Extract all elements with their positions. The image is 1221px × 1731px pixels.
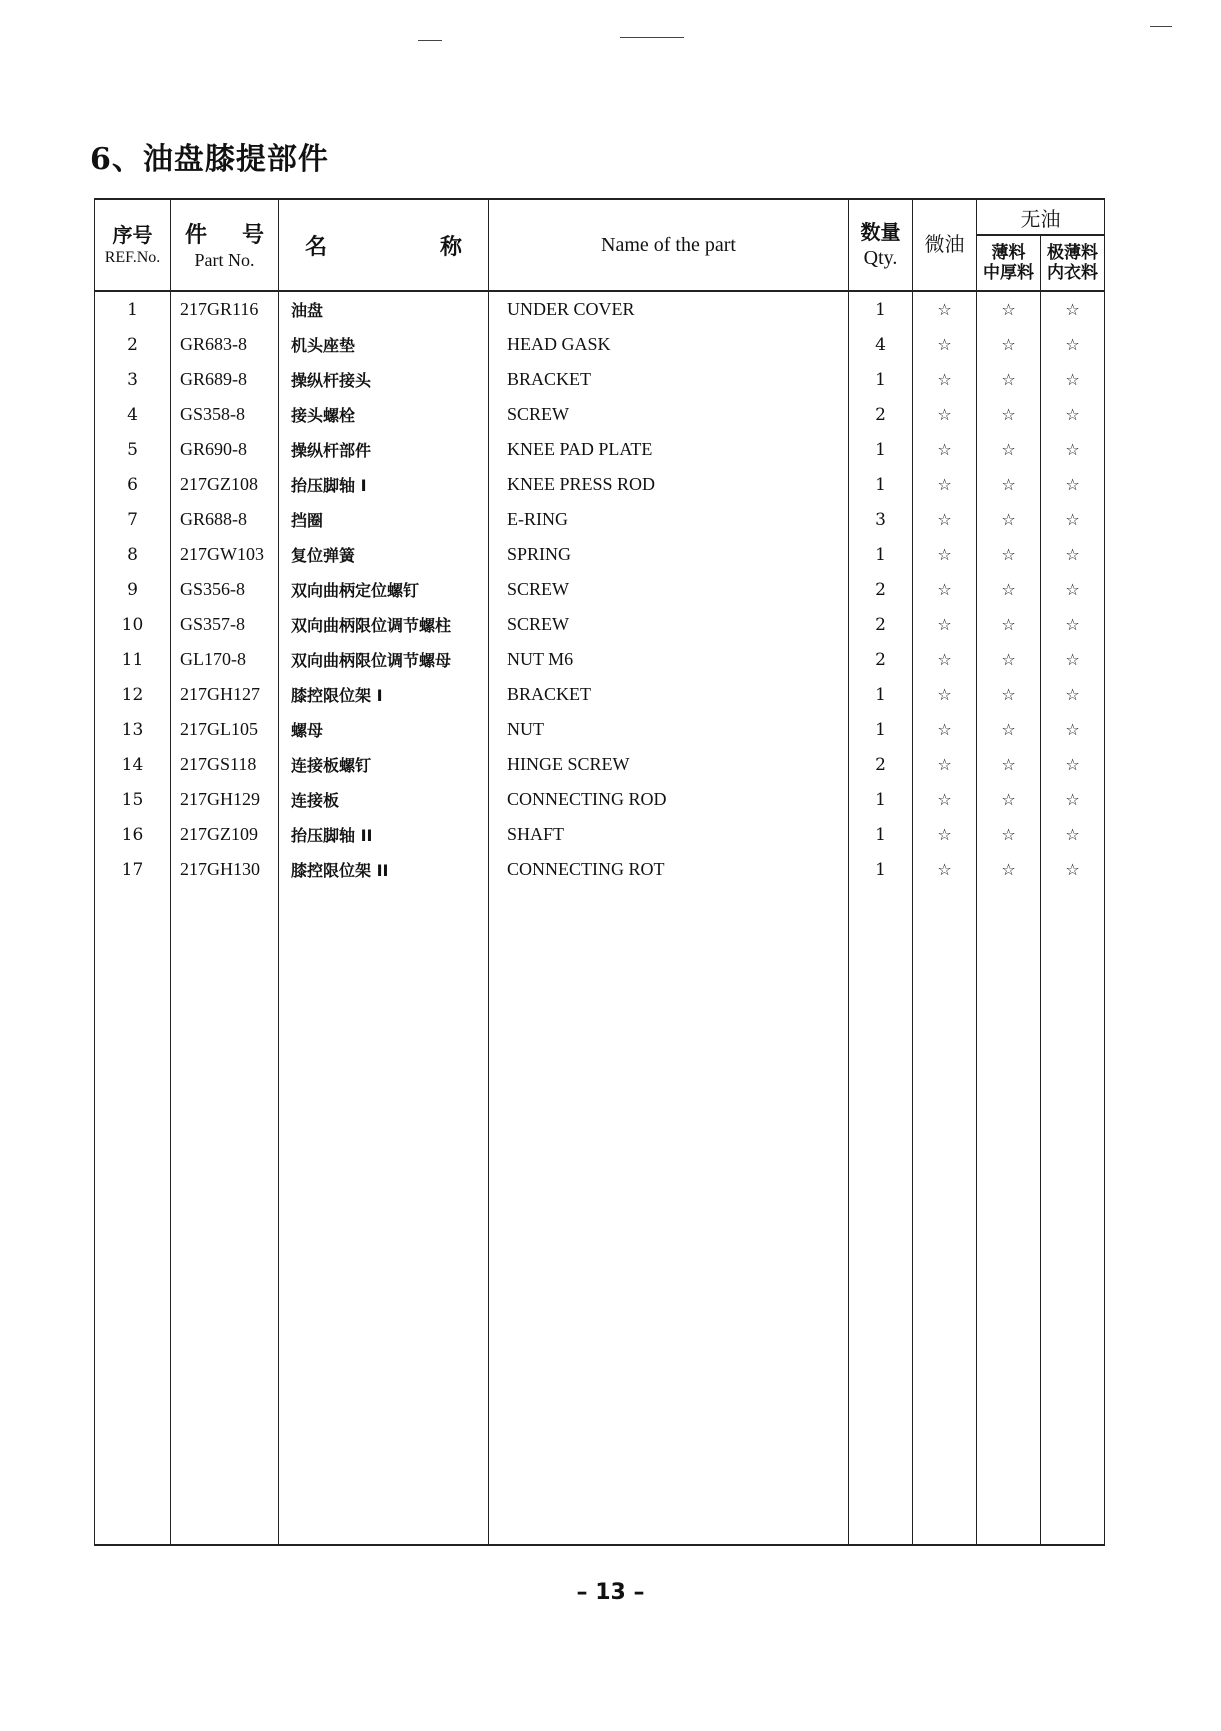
part-name-en: SCREW xyxy=(489,397,849,432)
ref-no: 17 xyxy=(95,852,171,887)
ultra-thin-material-mark: ☆ xyxy=(1041,607,1105,642)
table-row xyxy=(95,397,1105,432)
scan-mark xyxy=(1150,26,1172,27)
ultra-thin-material-mark: ☆ xyxy=(1041,467,1105,502)
micro-oil-mark: ☆ xyxy=(913,432,977,467)
part-name-cn: 双向曲柄限位调节螺柱 xyxy=(279,607,489,642)
scan-mark xyxy=(418,40,442,41)
part-number: GS356-8 xyxy=(171,572,279,607)
part-name-cn: 操纵杆部件 xyxy=(279,432,489,467)
part-number: 217GH130 xyxy=(171,852,279,887)
ultra-thin-material-mark: ☆ xyxy=(1041,852,1105,887)
header-ref-cn: 序号 xyxy=(112,222,153,247)
part-name-cn: 连接板 xyxy=(279,782,489,817)
ultra-thin-material-mark: ☆ xyxy=(1041,362,1105,397)
micro-oil-mark: ☆ xyxy=(913,607,977,642)
header-qty-en: Qty. xyxy=(863,247,898,269)
part-name-en: HINGE SCREW xyxy=(489,747,849,782)
micro-oil-mark: ☆ xyxy=(913,572,977,607)
micro-oil-mark: ☆ xyxy=(913,712,977,747)
thin-material-mark: ☆ xyxy=(977,432,1041,467)
part-name-cn: 油盘 xyxy=(279,291,489,327)
ultra-thin-material-mark: ☆ xyxy=(1041,572,1105,607)
part-number: 217GH127 xyxy=(171,677,279,712)
part-number: 217GW103 xyxy=(171,537,279,572)
micro-oil-mark: ☆ xyxy=(913,747,977,782)
header-name-cn-b: 称 xyxy=(439,234,462,260)
quantity: 1 xyxy=(849,291,913,327)
ultra-thin-material-mark: ☆ xyxy=(1041,502,1105,537)
header-part-cn-a: 件 xyxy=(185,222,208,248)
header-no-oil: 无油 xyxy=(977,199,1105,235)
part-number: 217GZ108 xyxy=(171,467,279,502)
part-name-cn: 膝控限位架 II xyxy=(279,852,489,887)
micro-oil-mark: ☆ xyxy=(913,397,977,432)
part-name-en: CONNECTING ROT xyxy=(489,852,849,887)
table-row xyxy=(95,782,1105,817)
header-thin-a: 薄料 xyxy=(991,242,1026,263)
ultra-thin-material-mark: ☆ xyxy=(1041,677,1105,712)
header-part-cn xyxy=(171,218,278,249)
table-row xyxy=(95,467,1105,502)
part-number: 217GH129 xyxy=(171,782,279,817)
quantity: 2 xyxy=(849,747,913,782)
thin-material-mark: ☆ xyxy=(977,642,1041,677)
part-name-cn: 双向曲柄定位螺钉 xyxy=(279,572,489,607)
table-row xyxy=(95,817,1105,852)
table-row xyxy=(95,537,1105,572)
quantity: 4 xyxy=(849,327,913,362)
part-name-en: CONNECTING ROD xyxy=(489,782,849,817)
ref-no: 14 xyxy=(95,747,171,782)
part-name-cn: 接头螺栓 xyxy=(279,397,489,432)
part-name-cn: 抬压脚轴 II xyxy=(279,817,489,852)
empty-cell xyxy=(913,887,977,1545)
micro-oil-mark: ☆ xyxy=(913,642,977,677)
table-row xyxy=(95,432,1105,467)
micro-oil-mark: ☆ xyxy=(913,677,977,712)
table-row xyxy=(95,852,1105,887)
header-ultra-a: 极薄料 xyxy=(1047,242,1098,263)
table-row xyxy=(95,502,1105,537)
micro-oil-mark: ☆ xyxy=(913,817,977,852)
ref-no: 16 xyxy=(95,817,171,852)
part-name-cn: 复位弹簧 xyxy=(279,537,489,572)
part-name-cn: 机头座垫 xyxy=(279,327,489,362)
ref-no: 10 xyxy=(95,607,171,642)
quantity: 1 xyxy=(849,782,913,817)
part-number: GR689-8 xyxy=(171,362,279,397)
part-number: 217GR116 xyxy=(171,291,279,327)
header-ref-en: REF.No. xyxy=(104,248,161,266)
thin-material-mark: ☆ xyxy=(977,607,1041,642)
thin-material-mark: ☆ xyxy=(977,712,1041,747)
ultra-thin-material-mark: ☆ xyxy=(1041,782,1105,817)
thin-material-mark: ☆ xyxy=(977,677,1041,712)
ref-no: 7 xyxy=(95,502,171,537)
header-qty-cn: 数量 xyxy=(860,220,901,244)
thin-material-mark: ☆ xyxy=(977,747,1041,782)
micro-oil-mark: ☆ xyxy=(913,852,977,887)
part-number: 217GZ109 xyxy=(171,817,279,852)
part-name-en: SPRING xyxy=(489,537,849,572)
ref-no: 4 xyxy=(95,397,171,432)
part-name-en: NUT xyxy=(489,712,849,747)
ultra-thin-material-mark: ☆ xyxy=(1041,817,1105,852)
ultra-thin-material-mark: ☆ xyxy=(1041,291,1105,327)
ref-no: 1 xyxy=(95,291,171,327)
table-row xyxy=(95,362,1105,397)
part-name-cn: 连接板螺钉 xyxy=(279,747,489,782)
table-row xyxy=(95,642,1105,677)
header-name-cn-split xyxy=(279,230,488,261)
part-name-cn: 双向曲柄限位调节螺母 xyxy=(279,642,489,677)
micro-oil-mark: ☆ xyxy=(913,782,977,817)
header-name-en: Name of the part xyxy=(489,199,849,291)
header-part-cn-b: 号 xyxy=(241,222,264,248)
empty-cell xyxy=(849,887,913,1545)
part-name-en: BRACKET xyxy=(489,677,849,712)
ultra-thin-material-mark: ☆ xyxy=(1041,397,1105,432)
ref-no: 15 xyxy=(95,782,171,817)
ref-no: 5 xyxy=(95,432,171,467)
quantity: 1 xyxy=(849,712,913,747)
micro-oil-mark: ☆ xyxy=(913,537,977,572)
part-name-en: UNDER COVER xyxy=(489,291,849,327)
thin-material-mark: ☆ xyxy=(977,467,1041,502)
micro-oil-mark: ☆ xyxy=(913,502,977,537)
empty-cell xyxy=(95,887,171,1545)
quantity: 1 xyxy=(849,852,913,887)
micro-oil-mark: ☆ xyxy=(913,291,977,327)
ref-no: 6 xyxy=(95,467,171,502)
part-name-cn: 螺母 xyxy=(279,712,489,747)
part-number: GR688-8 xyxy=(171,502,279,537)
thin-material-mark: ☆ xyxy=(977,852,1041,887)
quantity: 2 xyxy=(849,397,913,432)
part-number: GS358-8 xyxy=(171,397,279,432)
header-ref xyxy=(95,199,171,291)
thin-material-mark: ☆ xyxy=(977,572,1041,607)
quantity: 1 xyxy=(849,467,913,502)
header-thin-b: 中厚料 xyxy=(983,263,1034,283)
part-name-en: NUT M6 xyxy=(489,642,849,677)
quantity: 1 xyxy=(849,677,913,712)
ultra-thin-material-mark: ☆ xyxy=(1041,327,1105,362)
parts-table xyxy=(94,198,1105,1546)
micro-oil-mark: ☆ xyxy=(913,327,977,362)
micro-oil-mark: ☆ xyxy=(913,467,977,502)
part-name-en: KNEE PAD PLATE xyxy=(489,432,849,467)
ref-no: 11 xyxy=(95,642,171,677)
thin-material-mark: ☆ xyxy=(977,537,1041,572)
header-part xyxy=(171,199,279,291)
thin-material-mark: ☆ xyxy=(977,817,1041,852)
part-name-cn: 挡圈 xyxy=(279,502,489,537)
part-number: GR683-8 xyxy=(171,327,279,362)
thin-material-mark: ☆ xyxy=(977,782,1041,817)
empty-filler-row xyxy=(95,887,1105,1545)
part-name-en: KNEE PRESS ROD xyxy=(489,467,849,502)
ultra-thin-material-mark: ☆ xyxy=(1041,537,1105,572)
header-qty xyxy=(849,199,913,291)
part-name-en: SCREW xyxy=(489,607,849,642)
part-number: 217GS118 xyxy=(171,747,279,782)
ref-no: 3 xyxy=(95,362,171,397)
header-ultra-b: 内衣料 xyxy=(1047,263,1098,283)
part-number: 217GL105 xyxy=(171,712,279,747)
part-name-en: SCREW xyxy=(489,572,849,607)
part-name-en: SHAFT xyxy=(489,817,849,852)
micro-oil-mark: ☆ xyxy=(913,362,977,397)
quantity: 2 xyxy=(849,607,913,642)
scan-mark xyxy=(620,37,684,38)
header-part-en: Part No. xyxy=(194,249,255,270)
part-name-cn: 膝控限位架 I xyxy=(279,677,489,712)
ultra-thin-material-mark: ☆ xyxy=(1041,712,1105,747)
page-number: – 13 – xyxy=(576,1580,645,1605)
ref-no: 9 xyxy=(95,572,171,607)
part-name-en: BRACKET xyxy=(489,362,849,397)
ultra-thin-material-mark: ☆ xyxy=(1041,432,1105,467)
part-name-cn: 抬压脚轴 I xyxy=(279,467,489,502)
header-name-cn xyxy=(279,199,489,291)
header-micro-oil: 微油 xyxy=(913,199,977,291)
table-row xyxy=(95,327,1105,362)
ref-no: 13 xyxy=(95,712,171,747)
ref-no: 8 xyxy=(95,537,171,572)
thin-material-mark: ☆ xyxy=(977,291,1041,327)
empty-cell xyxy=(1041,887,1105,1545)
quantity: 3 xyxy=(849,502,913,537)
part-name-en: HEAD GASK xyxy=(489,327,849,362)
thin-material-mark: ☆ xyxy=(977,327,1041,362)
thin-material-mark: ☆ xyxy=(977,397,1041,432)
empty-cell xyxy=(171,887,279,1545)
ultra-thin-material-mark: ☆ xyxy=(1041,642,1105,677)
ref-no: 12 xyxy=(95,677,171,712)
quantity: 2 xyxy=(849,572,913,607)
ref-no: 2 xyxy=(95,327,171,362)
empty-cell xyxy=(489,887,849,1545)
quantity: 1 xyxy=(849,537,913,572)
part-number: GR690-8 xyxy=(171,432,279,467)
part-name-en: E-RING xyxy=(489,502,849,537)
part-number: GL170-8 xyxy=(171,642,279,677)
empty-cell xyxy=(279,887,489,1545)
thin-material-mark: ☆ xyxy=(977,502,1041,537)
header-ultra-thin xyxy=(1041,235,1105,291)
table-row xyxy=(95,291,1105,327)
page-title: 6、油盘膝提部件 xyxy=(90,142,329,177)
table-row xyxy=(95,747,1105,782)
quantity: 2 xyxy=(849,642,913,677)
header-name-cn-a: 名 xyxy=(305,234,328,260)
header-thin xyxy=(977,235,1041,291)
quantity: 1 xyxy=(849,817,913,852)
table-row xyxy=(95,712,1105,747)
quantity: 1 xyxy=(849,362,913,397)
part-number: GS357-8 xyxy=(171,607,279,642)
parts-table-body xyxy=(95,291,1105,1545)
table-row xyxy=(95,677,1105,712)
empty-cell xyxy=(977,887,1041,1545)
thin-material-mark: ☆ xyxy=(977,362,1041,397)
table-row xyxy=(95,607,1105,642)
ultra-thin-material-mark: ☆ xyxy=(1041,747,1105,782)
quantity: 1 xyxy=(849,432,913,467)
table-row xyxy=(95,572,1105,607)
part-name-cn: 操纵杆接头 xyxy=(279,362,489,397)
